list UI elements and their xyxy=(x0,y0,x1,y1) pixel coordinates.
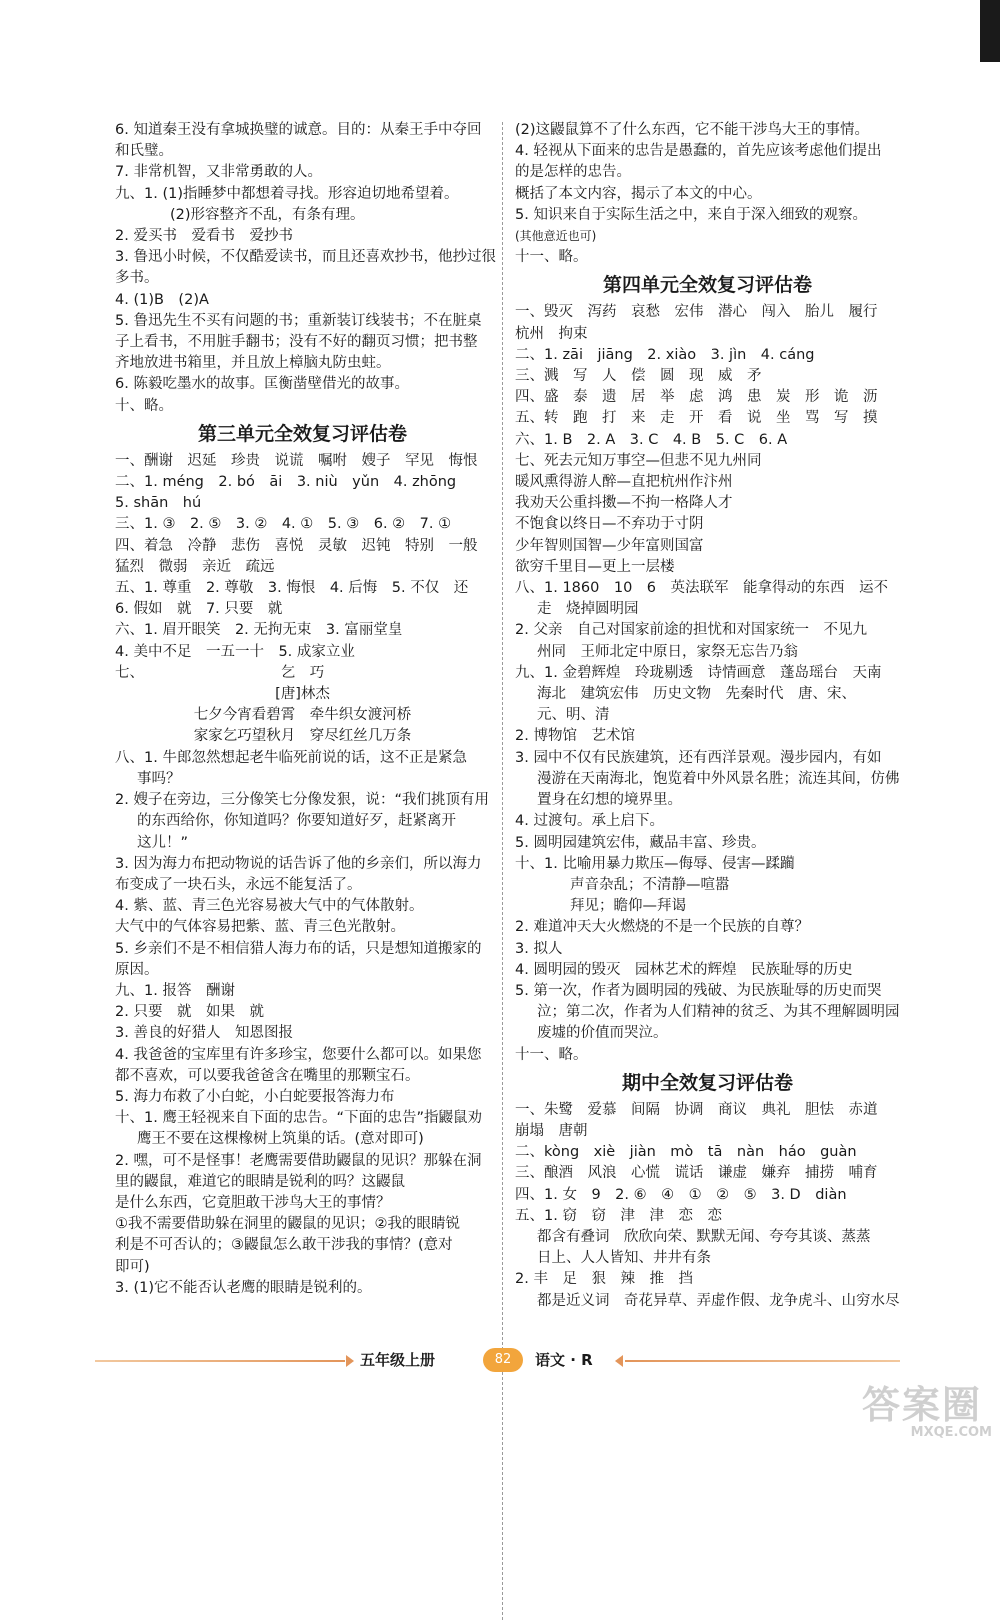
answer-line: 2. 博物馆 艺术馆 xyxy=(515,728,635,745)
answer-line-indented: 事吗？ xyxy=(137,770,181,787)
answer-line: 八、1. 牛郎忽然想起老牛临死前说的话，这不正是紧急 xyxy=(115,749,467,766)
answer-line: 5. shān hú xyxy=(115,495,202,512)
answer-line: 3. 园中不仅有民族建筑，还有西洋景观。漫步园内，有如 xyxy=(515,749,882,766)
poem-title-row xyxy=(115,663,490,684)
footer-rule-right xyxy=(625,1360,900,1362)
answer-line-indented: 走 烧掉圆明园 xyxy=(537,601,639,618)
poem-title: 乞 巧 xyxy=(280,664,325,681)
answer-line: 欲穷千里目—更上一层楼 xyxy=(515,558,675,575)
answer-line: 子上看书，不用脏手翻书；没有不好的翻页习惯；把书整 xyxy=(115,334,478,351)
section-title: 第四单元全效复习评估卷 xyxy=(602,274,812,297)
answer-line-indented: 都含有叠词 欣欣向荣、默默无闻、夸夸其谈、蒸蒸 xyxy=(537,1228,871,1245)
answer-line: 5. 鲁迅先生不买有问题的书；重新装订线装书；不在脏桌 xyxy=(115,312,482,329)
answer-line: 和氏璧。 xyxy=(115,143,173,160)
answer-line-indented: 废墟的价值而哭泣。 xyxy=(537,1025,668,1042)
answer-line: 四、盛 泰 遗 居 举 虑 鸿 患 炭 形 诡 沥 xyxy=(515,389,878,406)
answer-line-indented: 海北 建筑宏伟 历史文物 先秦时代 唐、宋、 xyxy=(537,686,856,703)
answer-line-indented: 这儿！” xyxy=(137,834,189,851)
answer-line: 十一、略。 xyxy=(515,249,588,266)
answer-line-indented: 置身在幻想的境界里。 xyxy=(537,792,682,809)
answer-line: 三、溅 写 人 偿 圆 现 威 矛 xyxy=(515,368,762,385)
answer-line-indented: 声音杂乱；不清静—喧嚣 xyxy=(570,876,730,893)
answer-line: 二、1. zāi jiāng 2. xiào 3. jìn 4. cáng xyxy=(515,346,815,363)
watermark-logo xyxy=(862,1385,992,1445)
answer-line: 七、死去元知万事空—但悲不见九州同 xyxy=(515,452,762,469)
answer-line: 2. 只要 就 如果 就 xyxy=(115,1004,264,1021)
answer-line: 齐地放进书箱里，并且放上樟脑丸防虫蛀。 xyxy=(115,355,391,372)
answer-line: 猛烈 微弱 亲近 疏远 xyxy=(115,558,275,575)
answer-line: 四、着急 冷静 悲伤 喜悦 灵敏 迟钝 特别 一般 xyxy=(115,537,478,554)
footer-subject: 语文 · R xyxy=(535,1351,593,1369)
poem-line: [唐]林杰 xyxy=(275,686,330,703)
answer-line: 4. 美中不足 一五一十 5. 成家立业 xyxy=(115,643,355,660)
answer-line-indented: 拜见；瞻仰—拜谒 xyxy=(570,898,686,915)
answer-line: 4. (1)B (2)A xyxy=(115,291,209,308)
answer-line: 3. (1)它不能否认老鹰的眼睛是锐利的。 xyxy=(115,1279,372,1296)
answer-line: 九、1. 报答 酬谢 xyxy=(115,982,235,999)
answer-line: 崩塌 唐朝 xyxy=(515,1122,588,1139)
corner-tab xyxy=(980,0,1000,62)
answer-line: 一、毁灭 泻药 哀愁 宏伟 潜心 闯入 胎儿 履行 xyxy=(515,304,878,321)
footer-rule-left xyxy=(95,1360,345,1362)
answer-line: 3. 拟人 xyxy=(515,940,563,957)
answer-line-indented: (2)形容整齐不乱，有条有理。 xyxy=(170,206,365,223)
answer-line: 大气中的气体容易把紫、蓝、青三色光散射。 xyxy=(115,919,405,936)
section-title: 期中全效复习评估卷 xyxy=(621,1071,793,1094)
answer-line: 5. 乡亲们不是不相信猎人海力布的话，只是想知道搬家的 xyxy=(115,940,482,957)
answer-line-indented: 泣；第二次，作者为人们精神的贫乏、为其不理解圆明园 xyxy=(537,1004,900,1021)
answer-line: ①我不需要借助躲在洞里的鼹鼠的见识；②我的眼睛锐 xyxy=(115,1216,460,1233)
watermark-url: MXQE.COM xyxy=(910,1425,992,1440)
answer-line: 四、1. 女 9 2. ⑥ ④ ① ② ⑤ 3. D diàn xyxy=(515,1186,847,1203)
answer-line: 6. 假如 就 7. 只要 就 xyxy=(115,601,283,618)
answer-line: 的是怎样的忠告。 xyxy=(515,164,631,181)
answer-line: 六、1. 眉开眼笑 2. 无拘无束 3. 富丽堂皇 xyxy=(115,622,403,639)
answer-line: 三、酿酒 风浪 心慌 谎话 谦虚 嫌弃 捕捞 哺育 xyxy=(515,1165,878,1182)
answer-line: 布变成了一块石头，永远不能复活了。 xyxy=(115,876,362,893)
answer-line: 少年智则国智—少年富则国富 xyxy=(515,537,704,554)
answer-line: 里的鼹鼠，难道它的眼睛是锐利的吗？这鼹鼠 xyxy=(115,1173,405,1190)
footer-arrow-left-icon xyxy=(346,1355,354,1367)
answer-line: 即可) xyxy=(115,1258,150,1275)
section-label: 七、 xyxy=(115,664,144,681)
answer-line: 2. 嘿，可不是怪事！老鹰需要借助鼹鼠的见识？那躲在洞 xyxy=(115,1152,482,1169)
answer-line: 二、kòng xiè jiàn mò tā nàn háo guàn xyxy=(515,1144,857,1161)
answer-line: 二、1. méng 2. bó āi 3. niù yǔn 4. zhōng xyxy=(115,474,457,491)
answer-line: 五、转 跑 打 来 走 开 看 说 坐 骂 写 摸 xyxy=(515,410,878,427)
answer-line: 多书。 xyxy=(115,270,159,287)
answer-line: 九、1. (1)指睡梦中都想着寻找。形容迫切地希望着。 xyxy=(115,185,459,202)
answer-line: 3. 鲁迅小时候，不仅酷爱读书，而且还喜欢抄书，他抄过很 xyxy=(115,249,496,266)
answer-line-indented: 漫游在天南海北，饱览着中外风景名胜；流连其间，仿佛 xyxy=(537,770,900,787)
answer-line: 2. 难道冲天大火燃烧的不是一个民族的自尊？ xyxy=(515,919,809,936)
answer-line: (2)这鼹鼠算不了什么东西，它不能干涉鸟大王的事情。 xyxy=(515,122,870,138)
answer-line: 5. 第一次，作者为圆明园的残破、为民族耻辱的历史而哭 xyxy=(515,982,882,999)
answer-line: 十、略。 xyxy=(115,397,173,414)
right-column xyxy=(515,120,900,1312)
answer-line-indented: 的东西给你，你知道吗？你要知道好歹，赶紧离开 xyxy=(137,813,456,830)
poem-line: 七夕今宵看碧霄 牵牛织女渡河桥 xyxy=(193,707,412,724)
left-column xyxy=(115,120,496,1299)
answer-line: 5. 知识来自于实际生活之中，来自于深入细致的观察。 xyxy=(515,206,867,223)
answer-line-indented: 鹰王不要在这棵橡树上筑巢的话。(意对即可) xyxy=(137,1131,424,1148)
answer-line: 4. 紫、蓝、青三色光容易被大气中的气体散射。 xyxy=(115,898,424,915)
answer-line: 十一、略。 xyxy=(515,1046,588,1063)
footer-arrow-right-icon xyxy=(615,1355,623,1367)
answer-line: 三、1. ③ 2. ⑤ 3. ② 4. ① 5. ③ 6. ② 7. ① xyxy=(115,516,452,533)
column-divider xyxy=(502,122,503,1620)
answer-line-indented: 日上、人人皆知、井井有条 xyxy=(537,1250,711,1267)
answer-line: 概括了本文内容，揭示了本文的中心。 xyxy=(515,185,762,202)
answer-line: 五、1. 尊重 2. 尊敬 3. 悔恨 4. 后悔 5. 不仅 还 xyxy=(115,580,469,597)
answer-line: 十、1. 比喻用暴力欺压—侮辱、侵害—蹂躏 xyxy=(515,855,795,872)
answer-line: 一、朱鹭 爱慕 间隔 协调 商议 典礼 胆怯 赤道 xyxy=(515,1101,878,1118)
answer-line: 2. 丰 足 狠 辣 推 挡 xyxy=(515,1271,693,1288)
section-title: 第三单元全效复习评估卷 xyxy=(197,422,407,445)
answer-line: 杭州 拘束 xyxy=(515,325,588,342)
answer-line: 5. 海力布救了小白蛇，小白蛇要报答海力布 xyxy=(115,1088,395,1105)
answer-line: 3. 善良的好猎人 知恩图报 xyxy=(115,1025,293,1042)
answer-line: 八、1. 1860 10 6 英法联军 能拿得动的东西 运不 xyxy=(515,580,889,597)
answer-line: 五、1. 窃 窃 津 津 恋 恋 xyxy=(515,1207,722,1224)
answer-line: 6. 知道秦王没有拿城换璧的诚意。目的：从秦王手中夺回 xyxy=(115,122,482,138)
page-footer xyxy=(95,1347,900,1375)
answer-line: 4. 我爸爸的宝库里有许多珍宝，您要什么都可以。如果您 xyxy=(115,1046,482,1063)
answer-line: 一、酬谢 迟延 珍贵 说谎 嘱咐 嫂子 罕见 悔恨 xyxy=(115,452,478,469)
answer-line: 不饱食以终日—不弃功于寸阴 xyxy=(515,516,704,533)
answer-line-indented: 元、明、清 xyxy=(537,707,610,724)
poem-line: 家家乞巧望秋月 穿尽红丝几万条 xyxy=(193,728,412,745)
answer-line: 暖风熏得游人醉—直把杭州作汴州 xyxy=(515,474,733,491)
answer-line: 5. 圆明园建筑宏伟，藏品丰富、珍贵。 xyxy=(515,834,766,851)
answer-line: 利是不可否认的；③鼹鼠怎么敢干涉我的事情？(意对 xyxy=(115,1237,453,1254)
page-number: 82 xyxy=(483,1348,523,1372)
answer-line: 6. 陈毅吃墨水的故事。匡衡凿壁借光的故事。 xyxy=(115,376,409,393)
answer-line: 九、1. 金碧辉煌 玲珑剔透 诗情画意 蓬岛瑶台 天南 xyxy=(515,664,882,681)
answer-line: 4. 圆明园的毁灭 园林艺术的辉煌 民族耻辱的历史 xyxy=(515,961,853,978)
answer-line: 是什么东西，它竟胆敢干涉鸟大王的事情？ xyxy=(115,1194,391,1211)
answer-line-indented: 都是近义词 奇花异草、弄虚作假、龙争虎斗、山穷水尽 xyxy=(537,1292,900,1309)
answer-line: 原因。 xyxy=(115,961,159,978)
footer-grade: 五年级上册 xyxy=(360,1351,436,1369)
answer-note: (其他意近也可) xyxy=(515,229,597,244)
answer-line: 2. 父亲 自己对国家前途的担忧和对国家统一 不见九 xyxy=(515,622,867,639)
answer-line: 都不喜欢，可以要我爸爸含在嘴里的那颗宝石。 xyxy=(115,1067,420,1084)
answer-line: 4. 过渡句。承上启下。 xyxy=(515,813,664,830)
answer-line: 3. 因为海力布把动物说的话告诉了他的乡亲们，所以海力 xyxy=(115,855,482,872)
answer-line-indented: 州同 王师北定中原日，家祭无忘告乃翁 xyxy=(537,643,798,660)
answer-line: 7. 非常机智，又非常勇敢的人。 xyxy=(115,164,322,181)
answer-line: 十、1. 鹰王轻视来自下面的忠告。“下面的忠告”指鼹鼠劝 xyxy=(115,1110,482,1127)
answer-line: 2. 爱买书 爱看书 爱抄书 xyxy=(115,228,293,245)
watermark-text: 答案圈 xyxy=(862,1383,983,1427)
answer-line: 2. 嫂子在旁边，三分像笑七分像发狠，说：“我们挑顶有用 xyxy=(115,792,489,809)
answer-line: 4. 轻视从下面来的忠告是愚蠢的，首先应该考虑他们提出 xyxy=(515,143,882,160)
answer-line: 六、1. B 2. A 3. C 4. B 5. C 6. A xyxy=(515,431,788,448)
answer-line: 我劝天公重抖擞—不拘一格降人才 xyxy=(515,495,733,512)
